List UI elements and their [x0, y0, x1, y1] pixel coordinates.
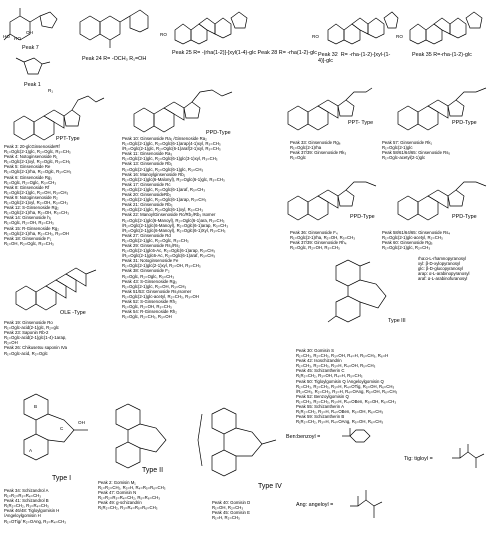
- type4-compound-list: Peak 40: Gomisin D R₁=OH, R₂=CH₃ Peak 45: Gomisin E R₁=H, R₂=CH₃: [212, 500, 251, 521]
- type1-structure: [4, 390, 94, 476]
- peak7-atom-ho2: HO: [14, 36, 21, 41]
- ppd2-skeleton: [392, 86, 488, 134]
- tiglyl-label: Tig: tigloyl =: [404, 456, 433, 462]
- type1-ring-a: A: [29, 448, 33, 453]
- ole-compound-list: Peak 19: Ginsenoside Ro R₁=Oglc-acid(2-1)glc, R₂=glc Peak 23: Saponin Rb-2 R₁=Oglc-acid(2-1)glc(1-4)-1arap, R₂=OH Peak 26: Chikusetsu saponin IVa R₁=Oglc-acid, R₂=Oglc: [4, 320, 67, 356]
- ppd4-type-label: PPD-Type: [452, 214, 477, 220]
- ppt2-type-label: PPT- Type: [348, 120, 374, 126]
- type4-label: Type IV: [258, 483, 282, 490]
- peak35-label: Peak 35 R=-rha-(1-2)-glc: [412, 52, 472, 58]
- ppd-compound-list: Peak 10: Ginsenoside Ra₁ /Ginsenoside Ra₂ R₁=Oglc(2-1)glc, R₂=Oglc(6-1)arap(4-1)xyl, R₃=CH₃ /R₁=Oglc(2-1)glc, R₂=Oglc(6-1)araf(2-1)xyl, R₃=CH₃ Peak 11: Ginsenoside Ra₃ R₁=Oglc(2-1)glc, R₂=Oglc(6-1)glc(3-1)xyl, R₃=CH₃ Peak 13: Ginsenoside Rb₁ R₁=Oglc(2-1)glc, R₂=Oglc(6-1)glc, R₃=CH₃ Peak 16: Manoylginsenoside Rb₁ R₁=Oglc(2-1)glc(6-Malonyl), R₂=Oglc(6-1)glc, R₃=CH₃ Peak 17: Ginsenoside Rc R₁=Oglc(2-1)glc, R₂=Oglc(6-1)araf, R₃=CH₃ Peak 20: GinsenosideRb₂ R₁=Oglc(2-1)glc, R₂=Oglc(6-1)arap, R₃=CH₃ Peak 21: Ginsenoside Rb₃ R₁=Oglc(2-1)glc, R₂=Oglc(6-1)xyl, R₃=CH₃ Peak 22: ManoylGinsenoside Rc/Rb₂/Rb₃ Isomer R₁=Oglc(2-1)glc(6-Manoyl), R₂=Oglc(6-1)ara, R₃=CH₃ /R₁=Oglc(2-1)glc(6-Manoyl), R₂=Oglc(6-1)arap, R₃=CH₃ /R₁=Oglc(2-1)glc(6-Manoyl), R₂=Oglc(6-1)Xyl, R₃=CH₃ Peak 27: Ginsenoside Rd R₁=Oglc(2-1)glc, R₂=Oglc, R₃=CH₃ Peak 29: Ginsenoside Rs₁/Rs₂ R₁=Oglc(2-1)glc6-Ac, R₂=Oglc(6-1)arap, R₃=CH₃ /R₁=Oglc(2-1)glc6-Ac, R₂=Oglc(6-1)araf, R₃=CH₃ Peak 31: Notoginsenoside Fe R₁=Oglc(2-1)glc(2-1)xyl, R₂=OH, R₃=CH₃ Peak 38: Ginsenoside F₂ R₁=Oglc, R₂=Oglc, R₃=CH₃ Peak 43: S-Ginsenoside Rg₃ R₁=Oglc(2-1)glc, R₂=OH, R₃=CH₃ Peak 51/53: Ginsenoside Rs₃Isomer R₁=Oglc(2-1)glc-acetyl, R₂=CH₃, R₃=OH Peak 52: S-Ginsenoside Rh₂ R₁=Oglc, R₂=OH, R₃=CH₃ Peak 54: R-Ginsenoside Rh₂ R₁=Oglc, R₂=CH₃, R₃=OH: [122, 136, 229, 320]
- peak33-list: Peak 33: Ginsenoside Rg₆ R₁=Oglc(2-1)rha Peak 37/39: Ginsenoside Rk₃ R₁=Oglc: [290, 140, 347, 161]
- type1-ring-b: B: [34, 404, 38, 409]
- peak24-label: Peak 24 R= -OCH₃ R₁=OH: [82, 56, 147, 62]
- tiglyl-structure: [450, 440, 490, 480]
- type3-compound-list: Peak 30: Gomisin S R₁=CH₃, R₂=CH₃, R₃=OH, R₄=H, R₅=CH₃, R₆=H Peak 42: Isoschizandrin R₁=CH₃, R₂=CH₃, R₃=H, R₄=OH, R₅=CH₃ Peak 45: Schizantherin C R₁R₂=CH₂, R₃=OH, R₄=H, R₅=CH₃ Peak 50: Tigloylgomisin Q /Angeloylgomisin Q R₁=CH₃, R₂=CH₃, R₃=H, R₄=OTig, R₅=OH, R₆=CH₃ /R₁=CH₃, R₂=CH₃, R₃=H, R₄=OAng, R₅=OH, R₆=CH₃ Peak 52: Benzoylgomisin Q R₁=CH₃, R₂=CH₃, R₃=H, R₄=OBen, R₅=OH, R₆=CH₃ Peak 55: Schizantherin A R₁R₂=CH₂, R₃=H, R₄=OBen, R₅=OH, R₆=CH₃ Peak 59: Schizantherin B R₁R₂=CH₂, R₃=H, R₄=OAng, R₅=OH, R₆=CH₃: [296, 348, 398, 425]
- type2-label: Type II: [142, 467, 164, 474]
- ppt-r3: R₁: [48, 88, 53, 93]
- ppt2-skeleton: [282, 86, 372, 134]
- peak32-label: Peak 32 R= -rha-(1-2)-[xyl-(1- 4)]-glc: [318, 52, 391, 64]
- peak7-atom-ho: HO: [3, 34, 10, 39]
- ole-type-label: OLE -Type: [60, 310, 86, 316]
- benzoyl-label: Ben:benzoyl =: [286, 434, 321, 440]
- angeloyl-structure: [348, 486, 388, 530]
- peak36-list: Peak 36: Ginsenoside F₄ R₁=Oglc(2-1)rha, R₂=OH, R₃=CH₃ Peak 37/39: Ginsenoside Rh₄ R₁=Oglc, R₂=OH, R₃=CH₃: [290, 230, 355, 251]
- peak25-label: Peak 25 R= -(rha(1-2)]-[xyl(1-4)-glc Peak 28 R= -rha(1-2)-glc: [172, 50, 317, 56]
- type1-ring-c: C: [60, 426, 64, 431]
- sugar-abbreviations: rha:α-L-rhamnopyranosyl xyl: β-D-xylopyranosyl glc: β-D-glucopyranosyl arap: α-L-arabinopyranosyl araf: α-L-arabinofuranosyl: [418, 256, 470, 282]
- type2-compound-list: Peak 2: Gomisin M₁ R₁=R₂=CH₂, R₃=H, R₄=R₅=R₆=CH₃ Peak 47: Gomisin N R₁=R₂=R₃=R₄=CH₂, R₅=R₆=CH₃ Peak 49: g-schizandrin R₁R₂=CH₂, R₃=R₄=R₅=R₆=CH₃: [98, 480, 166, 511]
- type1-oh: OH: [78, 420, 85, 425]
- ppt-type-label: PPT-Type: [56, 136, 80, 142]
- peak7-structure: [2, 4, 62, 48]
- peak57-list: Peak 57: Ginsenoside Rk₁ R₁=Oglc(2-1)glc Peak 58/61/64/65: Ginsenoside Rs₅ R₁=Oglc-acetyl(2-1)glc: [382, 140, 451, 161]
- peak25-structure: [165, 4, 250, 50]
- peak1-label: Peak 1: [24, 82, 41, 88]
- peak32-structure: [318, 4, 398, 50]
- ppd-type-label: PPD-Type: [206, 130, 231, 136]
- ppd-skeleton: [128, 84, 238, 136]
- peak35-atom-ro: RO: [396, 34, 403, 39]
- ppt-compound-list: Peak 3: 20-glcGinsenosideRf R₁=Oglc(2-1)glc, R₂=Oglc, R₃=CH₃ Peak 4: Notoginsenoside R₁ R₁=Oglc(2-1)xyl, R₂=Oglc, R₃=CH₃ Peak 5: Ginsenoside Re R₁=Oglc(2-1)rha, R₂=Oglc, R₃=CH₃ Peak 6: Ginsenoside Rg₁ R₁=Oglc, R₂=Oglc, R₃=CH₃ Peak 8: Ginsenoside Rf R₁=Oglc(2-1)glc, R₂=OH, R₃=CH₃ Peak 9: Notoginsenoside R₂ R₁=Oglc(2-1)xyl, R₂=OH, R₃=CH₃ Peak 12: S-Ginsenoside Rg₂ R₁=Oglc(2-1)rha, R₂=OH, R₃=CH₃ Peak 14: Ginsenoside h₁ R₁=Oglc, R₂=OH, R₃=CH₃ Peak 15: R-Ginsenoside Rg₂ R₁=Oglc(2-1)rha, R₂=CH₃, R₃=OH Peak 18: Ginsenoside F₁ R₁=OH, R₂=Oglc, R₃=CH₃: [4, 144, 72, 246]
- peak58-list: Peak 58/61/64/65: Ginsenoside Rs₄ R₁=Oglc(2-1)glc-acetyl, R₂=CH₃ Peak 60: Ginsenoside Rg₅ R₁=Oglc(2-1)glc, R₂=CH₃: [382, 230, 451, 251]
- angeloyl-label: Ang: angeloyl =: [296, 502, 334, 508]
- type3-structure: [322, 256, 412, 336]
- peak25-atom-ro: RO: [160, 32, 167, 37]
- peak7-atom-oh: OH: [26, 30, 33, 35]
- peak35-structure: [400, 4, 490, 50]
- type1-compound-list: Peak 34: Schizandrol A R₁=R₂=R₃=R₄=CH₃ Peak 41: Schizandrol B R₁R₂=CH₂, R₃=R₄=CH₃ Peak 46/48: Tigloylgomisin H /Angeloylgomisin H R₁=OTig/ R₂=OAng, R₃=R₄=CH₃: [4, 488, 66, 524]
- ppd3-type-label: PPD-Type: [350, 214, 375, 220]
- ole-skeleton: [10, 252, 100, 314]
- peak7-label: Peak 7: [22, 45, 39, 51]
- type1-label: Type I: [52, 475, 72, 482]
- type3-label: Type III: [388, 318, 406, 324]
- peak24-structure: [70, 2, 148, 52]
- ppd2-type-label: PPD-Type: [452, 120, 477, 126]
- peak1-structure: [14, 52, 54, 82]
- peak32-atom-ro: RO: [312, 34, 319, 39]
- benzoyl-structure: [340, 424, 380, 448]
